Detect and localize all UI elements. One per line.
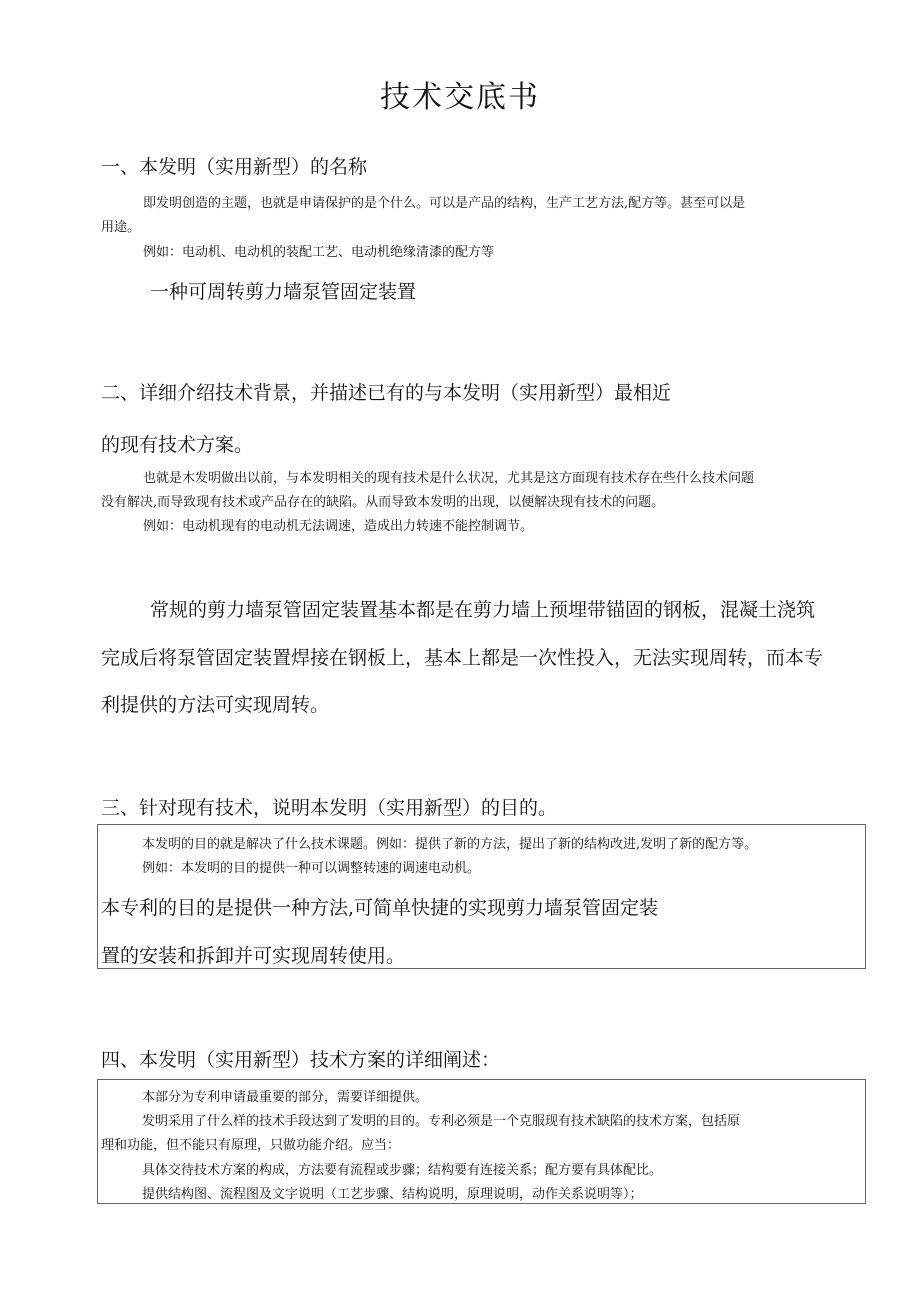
section-2-example: 例如：电动机现有的电动机无法调速，造成出力转速不能控制调节。 <box>143 519 534 534</box>
section-3-example: 例如：本发明的目的提供一种可以调整转速的调速电动机。 <box>142 861 481 876</box>
section-4-guide-line-1: 发明采用了什么样的技术手段达到了发明的目的。专利必须是一个克服现有技术缺陷的技术方案，包括原 <box>142 1114 741 1129</box>
section-3-box <box>97 824 866 969</box>
section-1-guide-line-2: 用途。 <box>101 220 141 235</box>
section-3-answer-line-1: 本专利的目的是提供一种方法,可简单快捷的实现剪力墙泵管固定装 <box>101 897 659 919</box>
section-1-guide-line-1: 即发明创造的主题，也就是申请保护的是个什么。可以是产品的结构，生产工艺方法,配方等。甚至可以是 <box>143 196 746 211</box>
section-4-note: 本部分为专利申请最重要的部分，需要详细提供。 <box>142 1090 429 1105</box>
section-4-heading: 四、本发明（实用新型）技术方案的详细阐述： <box>101 1049 501 1071</box>
section-2-heading-line-2: 的现有技术方案。 <box>101 434 254 456</box>
section-4-guide-line-3: 具体交待技术方案的构成，方法要有流程或步骤；结构要有连接关系；配方要有具体配比。 <box>142 1163 663 1178</box>
section-3-answer-line-2: 置的安装和拆卸并可实现周转使用。 <box>101 945 406 967</box>
document-title: 技术交底书 <box>380 80 540 115</box>
section-3-guide: 本发明的目的就是解决了什么技术课题。例如：提供了新的方法，提出了新的结构改进,发明了新的配方等。 <box>142 837 758 852</box>
section-2-guide-line-1: 也就是木发明做出以前，与本发明相关的现有技术是什么状况，尤其是这方面现有技术存在些什么技术问题 <box>143 471 755 486</box>
section-1-example: 例如：电动机、电动机的装配工艺、电动机绝缘清漆的配方等 <box>143 245 495 260</box>
section-2-answer-line-1: 常规的剪力墙泵管固定装置基本都是在剪力墙上预埋带锚固的钢板，混凝土浇筑 <box>150 599 816 621</box>
section-4-box <box>97 1079 866 1204</box>
section-4-guide-line-4: 提供结构图、流程图及文字说明（工艺步骤、结构说明，原理说明，动作关系说明等）； <box>142 1187 643 1202</box>
section-3-heading: 三、针对现有技术，说明本发明（实用新型）的目的。 <box>101 797 558 819</box>
section-1-heading: 一、本发明（实用新型）的名称 <box>101 156 368 178</box>
section-2-answer-line-3: 利提供的方法可实现周转。 <box>101 694 330 716</box>
section-4-guide-line-2: 理和功能，但不能只有原理，只做功能介绍。应当： <box>101 1138 401 1153</box>
section-2-guide-line-2: 没有解决,而导致现有技术或产品存在的缺陷。从而导致本发明的出现，以便解决现有技术的问题。 <box>101 495 665 510</box>
section-1-answer: 一种可周转剪力墙泵管固定装置 <box>150 281 417 303</box>
section-2-heading-line-1: 二、详细介绍技术背景，并描述已有的与本发明（实用新型）最相近 <box>101 382 672 404</box>
section-2-answer-line-2: 完成后将泵管固定装置焊接在钢板上，基本上都是一次性投入，无法实现周转，而本专 <box>101 647 824 669</box>
